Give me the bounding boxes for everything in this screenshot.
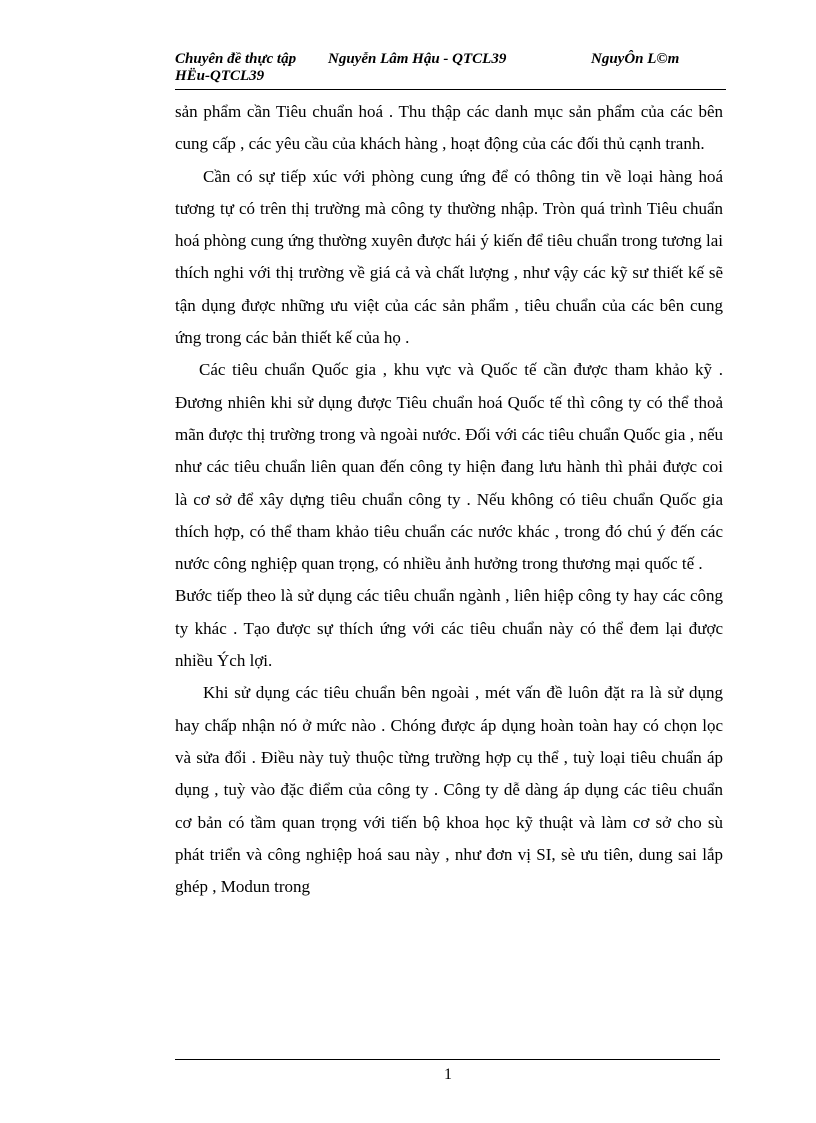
paragraph-national-standards: Các tiêu chuẩn Quốc gia , khu vực và Quốc tế cần được tham khảo kỹ . Đương nhiên khi sử dụng được Tiêu chuẩn hoá Quốc tế thì công ty có thể thoả mãn được thị trường trong và ngoài nước. Đối với các tiêu chuẩn Quốc gia , nếu như các tiêu chuẩn liên quan đến công ty hiện đang lưu hành thì phải được coi là cơ sở để xây dựng tiêu chuẩn công ty . Nếu không có tiêu chuẩn Quốc gia thích hợp, có thể tham khảo tiêu chuẩn các nước khác , trong đó chú ý đến các nước công nghiệp quan trọng, có nhiều ảnh hưởng trong thương mại quốc tế . [175,360,723,574]
header-report-type: Chuyên đề thực tập [175,51,297,67]
page-header [175,51,726,85]
paragraph-supply-department: Cần có sự tiếp xúc với phòng cung ứng để có thông tin về loại hàng hoá tương tự có trên thị trường mà công ty thường nhập. Tròn quá trình Tiêu chuẩn hoá phòng cung ứng thường xuyên được hái ý kiến để tiêu chuẩn trong tương lai thích nghi với thị trường về giá cả và chất lượng , như vậy các kỹ sư thiết kế sẽ tận dụng được những ưu việt của các sản phẩm , tiêu chuẩn của các bên cung ứng trong các bản thiết kế của họ . [175,166,723,348]
header-author: Nguyễn Lâm Hậu - QTCL39 [328,51,507,67]
paragraph-external-standards: Khi sử dụng các tiêu chuẩn bên ngoài , mét vấn đề luôn đặt ra là sử dụng hay chấp nhận nó ở mức nào . Chóng được áp dụng hoàn toàn hay có chọn lọc và sửa đổi . Điều này tuỳ thuộc từng trường hợp cụ thể , tuỳ loại tiêu chuẩn áp dụng , tuỳ vào đặc điểm của công ty . Công ty dễ dàng áp dụng các tiêu chuẩn cơ bản có tầm quan trọng với tiến bộ khoa học kỹ thuật và làm cơ sở cho sù phát triển và công nghiệp hoá sau này , như đơn vị SI, sè ưu tiên, dung sai lắp ghép , Modun trong [175,683,723,897]
footer-divider [175,1059,720,1060]
body-text [175,96,723,903]
paragraph-continuation: sản phẩm cần Tiêu chuẩn hoá . Thu thập các danh mục sản phẩm của các bên cung cấp , các yêu cầu của khách hàng , hoạt động của các đối thủ cạnh tranh. [175,102,723,154]
header-divider [175,89,726,90]
page-number: 1 [444,1066,452,1083]
header-author-garbled-continued: HËu-QTCL39 [175,68,265,84]
header-author-garbled: NguyÔn L©m [591,51,680,67]
paragraph-industry-standards: Bước tiếp theo là sử dụng các tiêu chuẩn ngành , liên hiệp công ty hay các công ty khác . Tạo được sự thích ứng với các tiêu chuẩn này có thể đem lại được nhiều Ých lợi. [175,586,723,671]
